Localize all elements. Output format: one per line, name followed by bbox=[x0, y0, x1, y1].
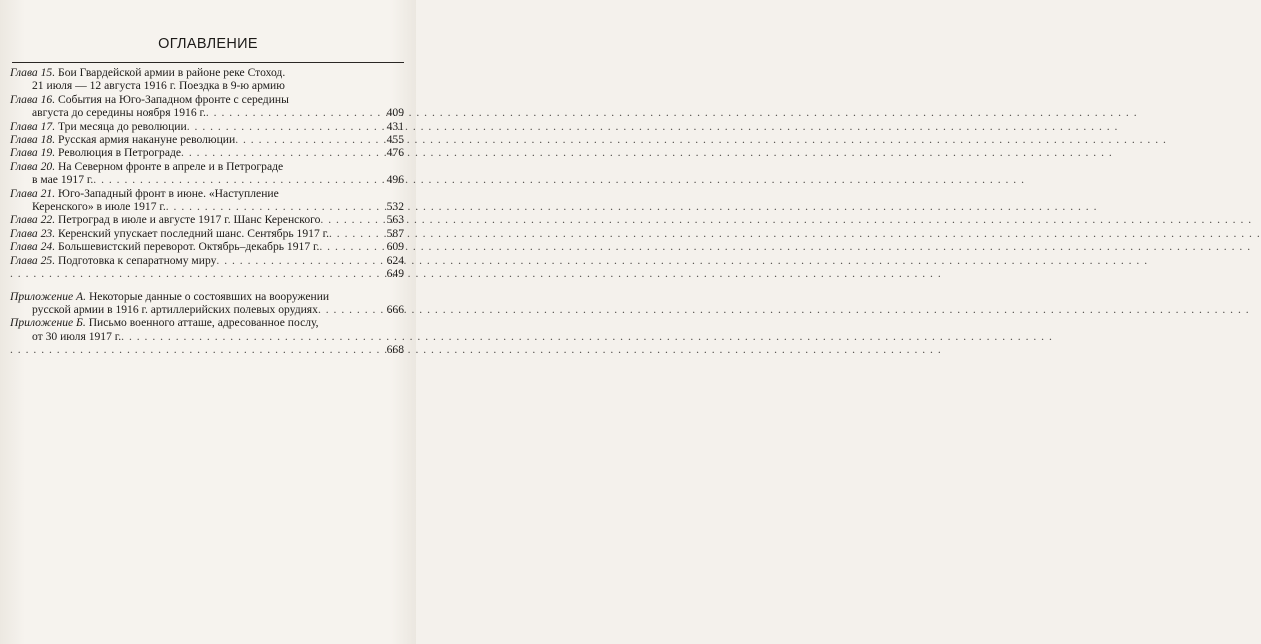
leader-dots bbox=[10, 267, 386, 280]
toc-text: Петроград в июле и августе 1917 г. Шанс Керенского bbox=[58, 213, 321, 227]
table-of-contents bbox=[10, 66, 404, 357]
toc-entry-ch22[interactable] bbox=[10, 213, 404, 226]
toc-label: Глава 25. bbox=[10, 253, 56, 267]
toc-page-number: 455 bbox=[386, 133, 404, 147]
leader-dots bbox=[187, 120, 386, 133]
toc-text: 21 июля — 12 августа 1916 г. Поездка в 9-ю армию bbox=[32, 79, 285, 93]
leader-dots bbox=[93, 173, 385, 186]
toc-text: Керенский упускает последний шанс. Сентябрь 1917 г. bbox=[58, 226, 329, 240]
toc-page-number: 496 bbox=[386, 173, 404, 187]
toc-page-number: 609 bbox=[386, 240, 404, 254]
toc-text: Подготовка к сепаратному миру bbox=[58, 253, 217, 267]
leader-dots bbox=[235, 133, 385, 146]
page-title: ОГЛАВЛЕНИЕ bbox=[158, 36, 258, 52]
leader-dots bbox=[206, 106, 386, 119]
toc-label: Глава 15. bbox=[10, 66, 56, 79]
toc-text: На Северном фронте в апреле и в Петрограде bbox=[58, 159, 284, 173]
toc-text: Письмо военного атташе, адресованное послу, bbox=[88, 316, 319, 330]
toc-entry-ch21[interactable] bbox=[10, 187, 404, 214]
toc-text: Юго-Западный фронт в июне. «Наступление bbox=[58, 186, 279, 200]
toc-text: Керенского» в июле 1917 г. bbox=[32, 200, 166, 214]
toc-page-number: 587 bbox=[386, 226, 404, 240]
toc-page-number: 624 bbox=[386, 253, 404, 267]
toc-entry-ch20[interactable] bbox=[10, 160, 404, 187]
toc-page-number: 649 bbox=[386, 267, 404, 281]
leader-dots bbox=[319, 240, 385, 253]
toc-text: русской армии в 1916 г. артиллерийских полевых орудиях bbox=[32, 302, 318, 316]
toc-entry-ch24[interactable] bbox=[10, 240, 404, 253]
header-rule bbox=[12, 62, 404, 63]
toc-page-number: 666 bbox=[386, 302, 404, 316]
toc-page-number: 409 bbox=[386, 106, 404, 120]
toc-entry-ch23[interactable] bbox=[10, 227, 404, 240]
toc-page-number: 532 bbox=[386, 200, 404, 214]
toc-text: Некоторые данные о состоявших на вооружении bbox=[88, 289, 330, 303]
toc-label: Глава 16. bbox=[10, 92, 56, 106]
toc-label: Глава 23. bbox=[10, 226, 56, 240]
toc-text: Революция в Петрограде bbox=[58, 146, 182, 160]
toc-entry-ch19[interactable] bbox=[10, 146, 404, 159]
toc-entry-ch16[interactable] bbox=[10, 93, 404, 120]
leader-dots bbox=[320, 213, 385, 226]
leader-dots bbox=[329, 227, 386, 240]
toc-text: Бои Гвардейской армии в районе реке Стоход. bbox=[58, 66, 286, 79]
toc-entry-ch17[interactable] bbox=[10, 120, 404, 133]
bleed-through-mark bbox=[150, 340, 210, 370]
toc-entry-appendix-a[interactable] bbox=[10, 290, 404, 317]
book-page bbox=[0, 0, 416, 644]
toc-text: Русская армия накануне революции bbox=[58, 133, 236, 147]
toc-label: Приложение А. bbox=[10, 289, 87, 303]
toc-entry-ch15[interactable] bbox=[10, 66, 404, 93]
spacer bbox=[10, 281, 404, 290]
leader-dots bbox=[216, 254, 385, 267]
toc-text: от 30 июля 1917 г. bbox=[32, 329, 122, 343]
toc-text: в мае 1917 г. bbox=[32, 173, 94, 187]
toc-label: Глава 19. bbox=[10, 146, 56, 160]
toc-label: Глава 24. bbox=[10, 240, 56, 254]
toc-label: Глава 21. bbox=[10, 186, 56, 200]
toc-label: Глава 20. bbox=[10, 159, 56, 173]
toc-page-number: 668 bbox=[386, 343, 404, 357]
toc-label: Приложение Б. bbox=[10, 316, 86, 330]
toc-entry-notes[interactable] bbox=[10, 267, 404, 280]
toc-page-number: 431 bbox=[386, 119, 404, 133]
toc-text: События на Юго-Западном фронте с середины bbox=[58, 92, 289, 106]
leader-dots bbox=[166, 200, 386, 213]
toc-entry-ch18[interactable] bbox=[10, 133, 404, 146]
toc-text: августа до середины ноября 1916 г. bbox=[32, 106, 206, 120]
toc-label: Глава 17. bbox=[10, 119, 56, 133]
leader-dots bbox=[181, 146, 386, 159]
bleed-through-imprint bbox=[70, 395, 360, 640]
toc-label: Глава 18. bbox=[10, 133, 56, 147]
toc-page-number: 563 bbox=[386, 213, 404, 227]
leader-dots bbox=[318, 303, 386, 316]
toc-entry-ch25[interactable] bbox=[10, 254, 404, 267]
toc-label: Глава 22. bbox=[10, 213, 56, 227]
toc-text: Три месяца до революции bbox=[58, 119, 187, 133]
toc-text: Большевистский переворот. Октябрь–декабрь 1917 г. bbox=[58, 240, 320, 254]
toc-page-number: 476 bbox=[386, 146, 404, 160]
